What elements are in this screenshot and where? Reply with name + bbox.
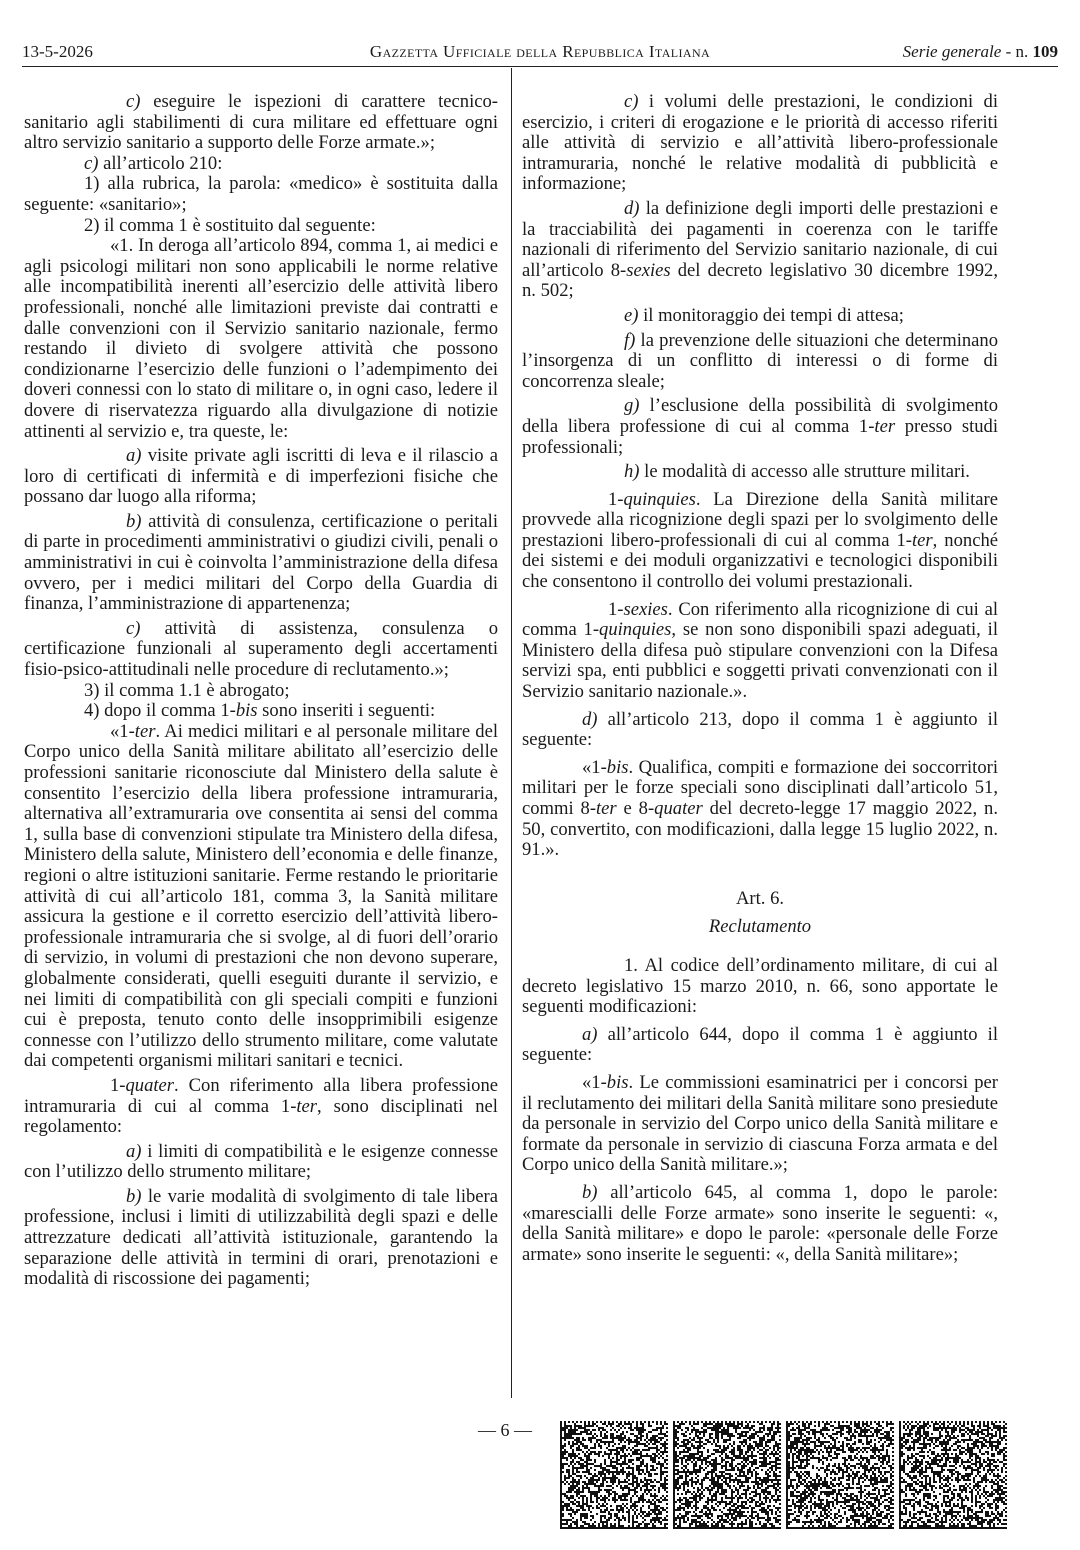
running-head — [22, 40, 1058, 66]
left-column-paragraph: «1. In deroga all’articolo 894, comma 1, ai medici e agli psicologi militari non sono applicabili le norme relative alle incompatibilità inerenti all’esercizio delle attività libero professionali, nonché alle limitazioni previste dai contratti e dalle convenzioni con il Servizio sanitario nazionale, fermo restando il divieto di svolgere attività che possono condizionarne l’esercizio delle funzioni o l’adempimento dei doveri connessi con lo stato di militare o, in ogni caso, ledere il dovere di riservatezza riguardo alla divulgazione di notizie attinenti al servizio e, tra queste, le: — [24, 235, 498, 442]
right-column-paragraph: b) all’articolo 645, al comma 1, dopo le parole: «marescialli delle Forze armate» sono inserite le seguenti: «, della Sanità militare» e dopo le parole: «personale delle Forze armate» sono inserite le seguenti: «, della Sanità militare»; — [522, 1181, 998, 1265]
page-number: — 6 — — [478, 1420, 532, 1440]
series-number — [903, 42, 1058, 62]
right-column-paragraph: «1-bis. Le commissioni esaminatrici per i concorsi per il reclutamento dei militari della Sanità militare sono presiedute da personale in servizio del Corpo unico della Sanità militare e formate da personale in servizio di ciascuna Forza armata e del Corpo unico della Sanità militare.»; — [522, 1071, 998, 1176]
left-column-paragraph: 1-quater. Con riferimento alla libera professione intramuraria di cui al comma 1-ter, sono disciplinati nel regolamento: — [24, 1074, 498, 1138]
right-column-paragraph: e) il monitoraggio dei tempi di attesa; — [624, 304, 904, 326]
left-column — [24, 92, 498, 1290]
issue-number: 109 — [1032, 42, 1058, 61]
left-column-paragraph: b) le varie modalità di svolgimento di tale libera professione, inclusi i limiti di utilizzabilità degli spazi e delle attrezzature dedicati all’attività istituzionale, garantendo la separazione delle attività in termini di orari, prenotazioni e modalità di riscossione dei pagamenti; — [24, 1185, 498, 1290]
right-column-paragraph: f) la prevenzione delle situazioni che determinano l’insorgenza di un conflitto di interessi o di forme di concorrenza sleale; — [522, 329, 998, 392]
datamatrix-codes — [560, 1421, 1008, 1529]
publication-title: Gazzetta Ufficiale della Repubblica Italiana — [369, 42, 711, 61]
left-column-paragraph: b) attività di consulenza, certificazione o peritali di parte in procedimenti amministrativi o giudizi civili, penali o amministrativi in cui è coinvolta l’amministrazione della difesa ovvero, per i medici militari del Corpo della Guardia di finanza, l’amministrazione di appartenenza; — [24, 510, 498, 615]
series-separator: - n. — [1001, 42, 1033, 61]
right-column-paragraph: 1-quinquies. La Direzione della Sanità militare provvede alla ricognizione degli spazi per lo svolgimento delle prestazioni libero-professionali di cui al comma 1-ter, nonché dei sistemi e dei moduli organizzativi e tecnologici disponibili che consentono il controllo dei volumi prestazionali. — [522, 488, 998, 593]
column-divider — [511, 68, 512, 1398]
right-column-paragraph: 1. Al codice dell’ordinamento militare, di cui al decreto legislativo 15 marzo 2010, n. 66, sono apportate le seguenti modificazioni: — [522, 954, 998, 1018]
right-column-paragraph: Art. 6. — [735, 887, 785, 909]
left-column-paragraph: 4) dopo il comma 1-bis sono inseriti i seguenti: — [84, 700, 436, 722]
right-column-paragraph: c) i volumi delle prestazioni, le condizioni di esercizio, i criteri di erogazione e le priorità di accesso riferiti alle attività di servizio e all’attività libero-professionale intramuraria, nonché le relative modalità di pubblicità e informazione; — [522, 91, 998, 195]
left-column-paragraph: c) all’articolo 210: — [84, 152, 223, 174]
right-column-paragraph: «1-bis. Qualifica, compiti e formazione dei soccorritori militari per le forze speciali sono disciplinati dall’articolo 51, commi 8-ter e 8-quater del decreto-legge 17 maggio 2022, n. 50, convertito, con modificazioni, dalla legge 15 luglio 2022, n. 91.». — [522, 756, 999, 861]
left-column-paragraph: a) i limiti di compatibilità e le esigenze connesse con l’utilizzo dello strumento militare; — [24, 1140, 498, 1183]
left-column-paragraph: 1) alla rubrica, la parola: «medico» è sostituita dalla seguente: «sanitario»; — [24, 173, 498, 215]
left-column-paragraph: a) visite private agli iscritti di leva e il rilascio a loro di certificati di infermità e di imperfezioni fisiche che possano dar luogo alla riforma; — [24, 445, 498, 508]
publication-date: 13-5-2026 — [22, 42, 93, 61]
datamatrix-code-1 — [560, 1421, 668, 1529]
right-column-paragraph: h) le modalità di accesso alle strutture militari. — [624, 461, 970, 483]
left-column-paragraph: 3) il comma 1.1 è abrogato; — [84, 679, 290, 701]
left-column-paragraph: «1-ter. Ai medici militari e al personale militare del Corpo unico della Sanità militare abilitato all’esercizio delle professioni sanitarie riconosciute dal Ministero della salute è consentito l’esercizio della libera professione intramuraria, alternativa all’extramuraria ove consentita ai sensi del comma 1, sulla base di convenzioni stipulate tra Ministero della difesa, Ministero della salute, Ministero dell’economia e delle finanze, regioni o altre istituzioni sanitarie. Ferme restando le prioritarie attività di cui all’articolo 181, comma 3, la Sanità militare assicura la gestione e il corretto esercizio dell’attività libero-professionale intramuraria che si svolge, al di fuori dell’orario di servizio, in volumi di prestazioni che non devono superare, globalmente considerati, quelli eseguiti durante il servizio, e nei limiti di compatibilità con gli speciali compiti e funzioni cui è preposta, tenuto conto delle insopprimibili esigenze connesse con l’utilizzo dello strumento militare, come valutate dai competenti organismi militari sanitari e tecnici. — [24, 720, 498, 1072]
right-column-paragraph: Reclutamento — [708, 916, 812, 938]
header-rule — [22, 66, 1058, 67]
datamatrix-code-3 — [786, 1421, 894, 1529]
left-column-paragraph: c) attività di assistenza, consulenza o certificazione funzionali al superamento degli accertamenti fisio-psico-attitudinali nelle procedure di reclutamento.»; — [24, 617, 498, 681]
right-column-paragraph: a) all’articolo 644, dopo il comma 1 è aggiunto il seguente: — [522, 1023, 998, 1066]
right-column-paragraph: g) l’esclusione della possibilità di svolgimento della libera professione di cui al comma 1-ter presso studi professionali; — [522, 395, 999, 458]
right-column — [522, 92, 998, 1265]
left-column-paragraph: c) eseguire le ispezioni di carattere tecnico-sanitario agli stabilimenti di cura militare ed effettuare ogni altro servizio sanitario a supporto delle Forze armate.»; — [24, 91, 498, 154]
right-column-paragraph: d) la definizione degli importi delle prestazioni e la tracciabilità dei pagamenti in coerenza con le tariffe nazionali di riferimento del Servizio sanitario nazionale, di cui all’articolo 8-sexies del decreto legislativo 30 dicembre 1992, n. 502; — [522, 197, 998, 302]
series-label: Serie generale — [902, 42, 1002, 61]
left-column-paragraph: 2) il comma 1 è sostituito dal seguente: — [84, 214, 376, 236]
right-column-paragraph: d) all’articolo 213, dopo il comma 1 è aggiunto il seguente: — [522, 708, 998, 751]
right-column-paragraph: 1-sexies. Con riferimento alla ricognizione di cui al comma 1-quinquies, se non sono disponibili spazi adeguati, il Ministero della difesa può stipulare convenzioni con la Difesa servizi spa, enti pubblici e soggetti privati convenzionati con il Servizio sanitario nazionale.». — [522, 598, 998, 703]
datamatrix-code-2 — [673, 1421, 781, 1529]
datamatrix-code-4 — [899, 1421, 1007, 1529]
